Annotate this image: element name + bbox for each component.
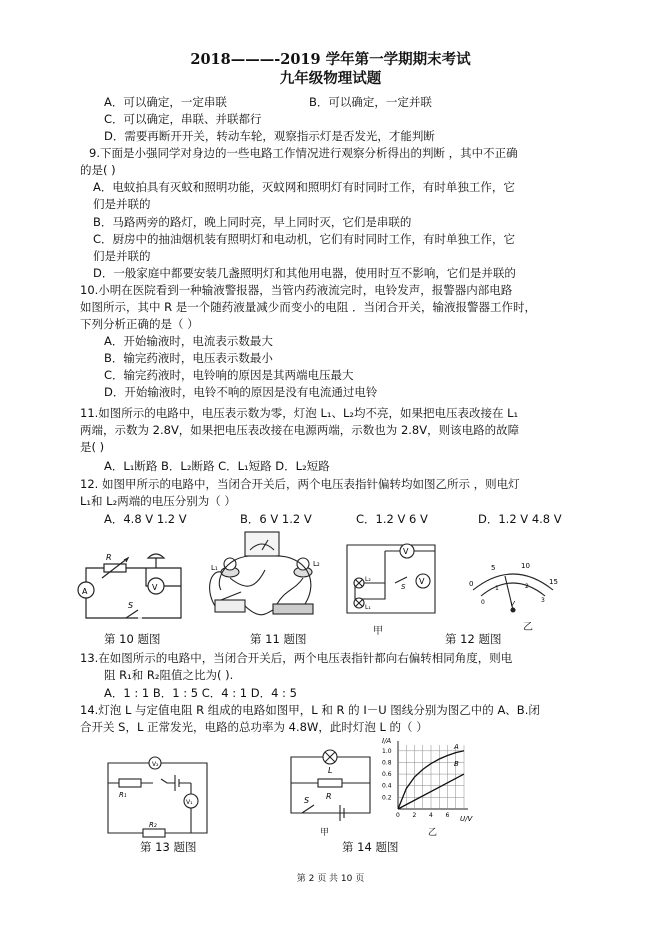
q9-option-b: B．马路两旁的路灯，晚上同时亮，早上同时灭，它们是串联的 [93, 215, 412, 229]
meter-inner-1: 1 [495, 585, 499, 592]
q14-iu-chart [380, 735, 475, 825]
q10-stem: 10.小明在医院看到一种输液警报器，当管内药液流完时，电铃发声，报警器内部电路 [80, 283, 513, 297]
meter-tick-5: 5 [491, 564, 496, 572]
q12-jia-label: 甲 [373, 626, 383, 637]
chart-x-tick: 4 [429, 812, 433, 819]
chart-y-tick: 0.2 [382, 794, 392, 802]
q13-stem: 13.在如图所示的电路中，当闭合开关后，两个电压表指针都向右偏转相同角度，则电 [80, 651, 513, 665]
q9-option-c: C．厨房中的抽油烟机装有照明灯和电动机，它们有时同时工作，有时单独工作，它 [93, 232, 516, 246]
caption-q14: 第 14 题图 [342, 840, 399, 854]
chart-x-tick: 0 [396, 812, 400, 819]
ammeter-label: A [82, 587, 88, 596]
q12-stem: 12. 如图甲所示的电路中，当闭合开关后，两个电压表指针偏转均如图乙所示 ，则电灯 [80, 477, 520, 491]
q14-r-label: R [326, 792, 332, 801]
q14-s-label: S [304, 796, 310, 805]
q12-v2-label: V [419, 577, 425, 586]
chart-y-tick: 0.4 [382, 782, 392, 790]
q11-stem-2: 两端，示数为 2.8V，如果把电压表改接在电源两端，示数也为 2.8V，则该电路的故障 [80, 423, 520, 437]
q8-option-d: D．需要再断开开关，转动车轮，观察指示灯是否发光，才能判断 [104, 129, 435, 143]
q9-option-d: D．一般家庭中都要安装几盏照明灯和其他用电器，使用时互不影响，它们是并联的 [93, 266, 516, 280]
caption-q12: 第 12 题图 [445, 632, 502, 646]
q12-option-d: D．1.2 V 4.8 V [478, 512, 562, 526]
page-number: 第 2 页 共 10 页 [296, 874, 365, 884]
q12-option-c: C．1.2 V 6 V [356, 512, 428, 526]
meter-tick-15: 15 [549, 578, 558, 586]
meter-inner-0: 0 [481, 599, 485, 606]
meter-inner-2: 2 [525, 583, 529, 590]
meter-tick-0: 0 [469, 580, 474, 588]
meter-inner-3: 3 [541, 597, 545, 604]
q12-stem-2: L₁和 L₂两端的电压分别为（ ） [80, 494, 236, 508]
q10-option-d: D．开始输液时，电铃不响的原因是没有电流通过电铃 [104, 385, 378, 399]
q9-option-a-cont: 们是并联的 [93, 197, 151, 211]
chart-x-tick: 2 [412, 812, 417, 819]
q12-v1-label: V [403, 547, 409, 556]
q10-stem-2: 如图所示，其中 R 是一个随药液量减少而变小的电阻 ．当闭合开关，输液报警器工作时， [80, 300, 536, 314]
caption-q11: 第 11 题图 [250, 632, 307, 646]
q8-option-b: B．可以确定，一定并联 [309, 95, 432, 109]
q13-stem-2: 阻 R₁和 R₂阻值之比为( ). [104, 668, 234, 682]
q13-options: A．1 : 1 B．1 : 5 C．4 : 1 D．4 : 5 [104, 686, 297, 700]
q9-stem: 9.下面是小强同学对身边的一些电路工作情况进行观察分析得出的判断 ，其中不正确 [89, 146, 518, 160]
q13-v1-label: V₁ [186, 799, 193, 806]
q12-switch-label: S [401, 583, 406, 591]
voltmeter-label: V [152, 583, 158, 592]
q14-l-label: L [328, 766, 333, 775]
chart-x-tick: 6 [445, 812, 450, 819]
chart-y-tick: 1.0 [382, 747, 392, 755]
exam-title: 2018———-2019 学年第一学期期末考试 [190, 51, 471, 68]
q12-l1-label: L₁ [365, 604, 371, 611]
q8-option-a: A．可以确定，一定串联 [104, 95, 227, 109]
q8-option-c: C．可以确定，串联、并联都行 [104, 112, 262, 126]
chart-xlabel: U/V [460, 815, 473, 823]
q13-r2-label: R₂ [149, 821, 157, 829]
q13-r1-label: R₁ [119, 791, 127, 799]
q10-stem-3: 下列分析正确的是（ ） [80, 317, 199, 331]
q12-l2-label: L₂ [365, 576, 371, 583]
q14-circuit-jia [288, 743, 378, 823]
q9-stem-cont: 的是( ) [80, 163, 116, 177]
q14-stem-2: 合开关 S，L 正常发光，电路的总功率为 4.8W，此时灯泡 L 的（ ） [80, 720, 428, 734]
q12-option-b: B．6 V 1.2 V [240, 512, 312, 526]
q10-option-a: A．开始输液时，电流表示数最大 [104, 334, 273, 348]
exam-subtitle: 九年级物理试题 [279, 70, 382, 87]
q12-meter-yi [463, 560, 563, 620]
caption-q13: 第 13 题图 [140, 840, 197, 854]
q9-option-a: A．电蚊拍具有灭蚊和照明功能，灭蚊网和照明灯有时同时工作，有时单独工作，它 [93, 180, 515, 194]
meter-v-label: V [510, 600, 515, 608]
q13-circuit-diagram [105, 753, 215, 838]
meter-tick-10: 10 [521, 562, 530, 570]
chart-y-tick: 0.6 [382, 771, 392, 779]
q12-circuit-jia [345, 543, 440, 623]
q11-stem: 11.如图所示的电路中，电压表示数为零，灯泡 L₁、L₂均不亮，如果把电压表改接在 L₁ [80, 406, 519, 420]
switch-label: S [128, 601, 134, 610]
q11-l1-label: L₁ [211, 564, 218, 572]
q10-option-c: C．输完药液时，电铃响的原因是其两端电压最大 [104, 368, 354, 382]
chart-y-tick: 0.8 [382, 759, 392, 767]
chart-series-label-A: A [454, 742, 459, 751]
q12-yi-label: 乙 [523, 622, 533, 633]
resistor-label: R [106, 553, 112, 562]
q11-stem-3: 是( ) [80, 440, 105, 454]
q12-option-a: A．4.8 V 1.2 V [104, 512, 187, 526]
q14-yi-label: 乙 [428, 828, 438, 838]
q10-circuit-diagram [76, 548, 196, 628]
q9-option-c-cont: 们是并联的 [93, 249, 151, 263]
chart-ylabel: I/A [382, 737, 392, 745]
q14-stem: 14.灯泡 L 与定值电阻 R 组成的电路如图甲，L 和 R 的 I－U 图线分别为图乙中的 A、B.闭 [80, 703, 540, 717]
q11-physical-circuit [205, 530, 330, 630]
q11-options: A．L₁断路 B．L₂断路 C．L₁短路 D．L₂短路 [104, 459, 330, 473]
q14-jia-label: 甲 [320, 828, 330, 838]
q10-option-b: B．输完药液时，电压表示数最小 [104, 351, 273, 365]
q13-v2-label: V₂ [152, 761, 159, 768]
chart-series-label-B: B [454, 760, 459, 769]
q11-l2-label: L₂ [313, 560, 320, 568]
caption-q10: 第 10 题图 [104, 632, 161, 646]
